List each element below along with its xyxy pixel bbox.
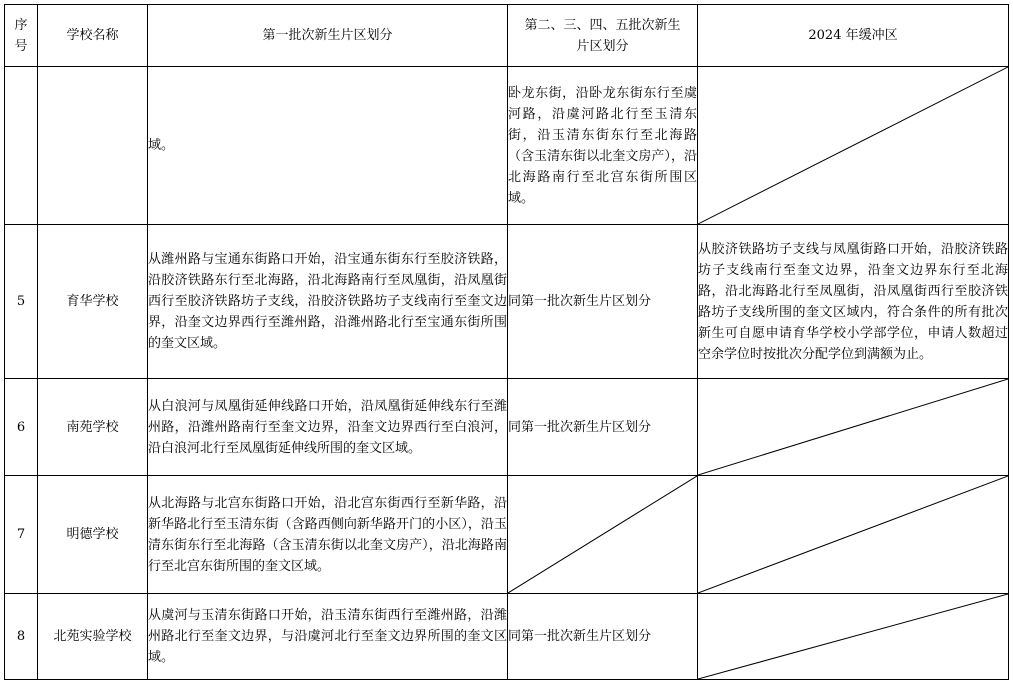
school-name: 育华学校	[38, 225, 148, 379]
batch1-cell	[148, 67, 508, 225]
diagonal-slash-icon	[698, 594, 1008, 679]
school-name	[38, 67, 148, 225]
batch2-5-cell	[508, 67, 698, 225]
batch1-text: 从潍州路与宝通东街路口开始，沿宝通东街东行至胶济铁路，沿胶济铁路东行至北海路，沿北海路南行至凤凰街，沿凤凰街西行至胶济铁路坊子支线，沿胶济铁路坊子支线南行至奎文边界，沿奎文边界西行至潍州路，沿潍州路北行至宝通东街所围的奎文区域。	[148, 252, 507, 351]
buffer-empty-cell	[698, 67, 1009, 225]
district-table	[4, 4, 1009, 680]
diagonal-slash-icon	[698, 67, 1008, 224]
diagonal-slash-icon	[698, 379, 1008, 475]
batch2-5-text: 卧龙东街，沿卧龙东街东行至虞河路，沿虞河路北行至玉清东街，沿玉清东街东行至北海路（含玉清东街以北奎文房产），沿北海路南行至北宫东街所围区域。	[508, 85, 697, 206]
batch2-5-cell	[508, 594, 698, 680]
batch1-cell	[148, 594, 508, 680]
table-row	[5, 225, 1009, 379]
table-row	[5, 67, 1009, 225]
table-row	[5, 379, 1009, 476]
batch2-5-empty-cell	[508, 476, 698, 594]
table-row	[5, 476, 1009, 594]
school-name: 北苑实验学校	[38, 594, 148, 680]
batch1-text: 从北海路与北宫东街路口开始，沿北宫东街西行至新华路，沿新华路北行至玉清东街（含路西侧向新华路开门的小区），沿玉清东街东行至北海路（含玉清东街以北奎文房产），沿北海路南行至北宫东街所围的奎文区域。	[148, 495, 507, 574]
batch2-5-text: 同第一批次新生片区划分	[508, 629, 652, 644]
table-row	[5, 594, 1009, 680]
row-index: 6	[5, 379, 38, 476]
batch1-cell	[148, 476, 508, 594]
school-name: 南苑学校	[38, 379, 148, 476]
row-index	[5, 67, 38, 225]
diagonal-slash-icon	[508, 476, 697, 593]
header-school: 学校名称	[38, 5, 148, 67]
batch2-5-cell	[508, 379, 698, 476]
header-batch1: 第一批次新生片区划分	[148, 5, 508, 67]
batch2-5-cell	[508, 225, 698, 379]
header-buffer: 2024 年缓冲区	[698, 5, 1009, 67]
batch1-cell	[148, 225, 508, 379]
school-name: 明德学校	[38, 476, 148, 594]
batch2-5-text: 同第一批次新生片区划分	[508, 419, 652, 435]
header-batch2-5: 第二、三、四、五批次新生片区划分	[508, 5, 698, 67]
buffer-empty-cell	[698, 379, 1009, 476]
header-index: 序号	[5, 5, 38, 67]
batch1-text: 从虞河与玉清东街路口开始，沿玉清东街西行至潍州路，沿潍州路北行至奎文边界，与沿虞河北行至奎文边界所围的奎文区域。	[148, 608, 507, 665]
row-index: 5	[5, 225, 38, 379]
batch1-text: 域。	[148, 138, 175, 153]
diagonal-slash-icon	[698, 476, 1008, 593]
batch2-5-text: 同第一批次新生片区划分	[508, 294, 652, 309]
buffer-empty-cell	[698, 476, 1009, 594]
header-row	[5, 5, 1009, 67]
buffer-text: 从胶济铁路坊子支线与凤凰街路口开始，沿胶济铁路坊子支线南行至奎文边界，沿奎文边界东行至北海路，沿北海路北行至凤凰街，沿凤凰街西行至胶济铁路坊子支线所围的奎文区域内，符合条件的所有批次新生可自愿申请育华学校小学部学位，申请人数超过空余学位时按批次分配学位到满额为止。	[698, 241, 1008, 362]
batch1-cell	[148, 379, 508, 476]
buffer-empty-cell	[698, 594, 1009, 680]
row-index: 7	[5, 476, 38, 594]
row-index: 8	[5, 594, 38, 680]
buffer-cell	[698, 225, 1009, 379]
batch1-text: 从白浪河与凤凰街延伸线路口开始，沿凤凰街延伸线东行至潍州路，沿潍州路南行至奎文边界，沿奎文边界西行至白浪河，沿白浪河北行至凤凰街延伸线所围的奎文区域。	[148, 398, 507, 456]
